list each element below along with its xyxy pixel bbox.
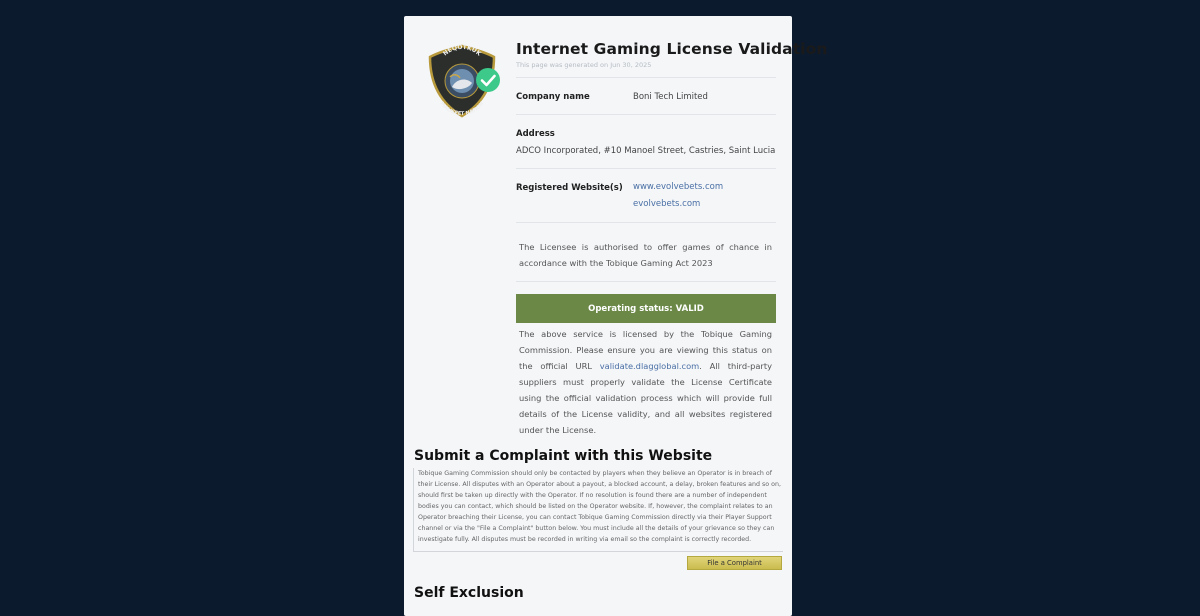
divider <box>516 281 776 282</box>
status-value: VALID <box>675 303 704 314</box>
operating-status-badge <box>516 294 776 323</box>
generated-date: This page was generated on Jun 30, 2025 <box>516 61 652 69</box>
website-link-2[interactable]: evolvebets.com <box>633 199 701 209</box>
website-link-1[interactable]: www.evolvebets.com <box>633 182 724 192</box>
self-exclusion-heading: Self Exclusion <box>414 585 524 601</box>
status-label: Operating status: <box>588 303 673 314</box>
license-notice <box>519 326 772 438</box>
divider <box>516 222 776 223</box>
seal-top-text: NEQOTKUK <box>441 43 483 58</box>
address-label: Address <box>516 129 555 139</box>
commission-seal-logo <box>422 43 502 119</box>
page-title: Internet Gaming License Validation <box>516 40 828 58</box>
validation-url-link[interactable]: validate.dlagglobal.com <box>599 361 700 371</box>
divider <box>516 114 776 115</box>
websites-label: Registered Website(s) <box>516 183 623 193</box>
company-name-label: Company name <box>516 92 590 102</box>
notice-text-1: The above service is licensed by the Tobique Gaming Commission. Please ensure you are viewing this status on the official URL <box>519 329 772 371</box>
checkmark-icon <box>475 67 501 93</box>
complaint-heading: Submit a Complaint with this Website <box>414 448 713 464</box>
seal-bottom-text: MALISEET NATION <box>438 100 486 118</box>
file-complaint-button[interactable]: File a Complaint <box>687 556 782 570</box>
license-card <box>404 16 828 616</box>
divider <box>516 168 776 169</box>
complaint-text: Tobique Gaming Commission should only be contacted by players when they believe an Operator is in breach of their License. All disputes with an Operator about a payout, a blocked account, a delay, broken features and so on, should first be taken up directly with the Operator. If no resolution is found there are a number of independent bodies you can contact, which should be listed on the Operator website. If, however, the complaint relates to an Operator breaching their License, you can contact Tobique Gaming Commission directly via their Player Support channel or via the "File a Complaint" button below. You must include all the details of your grievance so they can investigate fully. All disputes must be recorded in writing via email so the complaint is correctly recorded. <box>413 468 783 552</box>
company-name-value: Boni Tech Limited <box>633 92 708 102</box>
authorisation-text: The Licensee is authorised to offer games of chance in accordance with the Tobique Gaming Act 2023 <box>519 242 772 268</box>
divider <box>516 77 776 78</box>
address-value: ADCO Incorporated, #10 Manoel Street, Castries, Saint Lucia <box>516 146 776 156</box>
notice-text-2: . All third-party suppliers must properly validate the License Certificate using the official validation process which will provide full details of the License validity, and all websites registered under the License. <box>519 361 773 435</box>
